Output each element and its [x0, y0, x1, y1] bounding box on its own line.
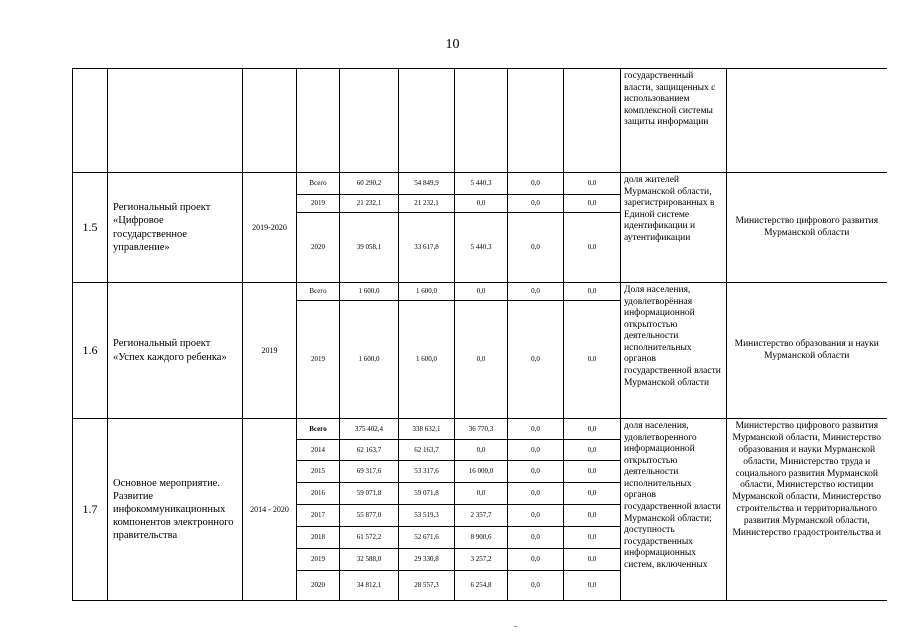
- finance-regional: 59 071,8: [399, 483, 455, 505]
- finance-local: 0,0: [508, 527, 564, 549]
- finance-regional: 338 632,1: [399, 419, 455, 440]
- period: 2019-2020: [243, 173, 297, 283]
- finance-federal: 0,0: [455, 195, 508, 213]
- finance-total: 61 572,2: [340, 527, 399, 549]
- finance-local: 0,0: [508, 173, 564, 195]
- responsible-text: Министерство образования и науки Мурманской области: [727, 283, 887, 419]
- finance-regional: 28 557,3: [399, 571, 455, 601]
- finance-local: 0,0: [508, 483, 564, 505]
- finance-other: 0,0: [564, 283, 621, 301]
- finance-federal: 0,0: [455, 440, 508, 461]
- finance-other: 0,0: [564, 440, 621, 461]
- finance-other: 0,0: [564, 301, 621, 419]
- finance-federal: 16 000,0: [455, 461, 508, 483]
- finance-other: 0,0: [564, 173, 621, 195]
- finance-total: 39 058,1: [340, 213, 399, 283]
- finance-regional: 53 317,6: [399, 461, 455, 483]
- finance-local: 0,0: [508, 549, 564, 571]
- finance-label: 2016: [297, 483, 340, 505]
- finance-federal: 0,0: [455, 283, 508, 301]
- cont-num-cell: [73, 69, 108, 173]
- finance-label: 2019: [297, 549, 340, 571]
- finance-label: 2014: [297, 440, 340, 461]
- finance-total: 1 600,0: [340, 283, 399, 301]
- finance-total: 32 588,0: [340, 549, 399, 571]
- finance-label: 2018: [297, 527, 340, 549]
- finance-local: 0,0: [508, 505, 564, 527]
- finance-regional: 54 849,9: [399, 173, 455, 195]
- finance-regional: 1 600,0: [399, 283, 455, 301]
- finance-other: 0,0: [564, 527, 621, 549]
- finance-federal: 2 357,7: [455, 505, 508, 527]
- responsible-text: Министерство цифрового развития Мурманской области, Министерство образования и науки Мурманской области, Министерство труда и социального развития Мурманской области, Министерство юстиции Мурманской области, Министерство строительства и территориального развития Мурманской области, Министерство градостроительства и: [727, 419, 887, 601]
- cont-label-cell: [297, 69, 340, 173]
- measure-name: Региональный проект «Цифровое государственное управление»: [108, 173, 243, 283]
- finance-other: 0,0: [564, 419, 621, 440]
- indicator-text: доля населения, удовлетворенного информационной открытостью деятельности исполнительных органов государственной власти Мурманской области; доступность государственных информационных систем, включенных: [621, 419, 727, 601]
- finance-local: 0,0: [508, 571, 564, 601]
- cont-c4-cell: [508, 69, 564, 173]
- row-1-7-total: [73, 419, 887, 440]
- row-1-5-total: [73, 173, 887, 195]
- page-number: 10: [445, 37, 460, 52]
- finance-label: 2020: [297, 571, 340, 601]
- cont-c1-cell: [340, 69, 399, 173]
- finance-regional: 21 232,1: [399, 195, 455, 213]
- cont-c5-cell: [564, 69, 621, 173]
- continuation-row: [73, 69, 887, 173]
- cont-c2-cell: [399, 69, 455, 173]
- finance-label: Всего: [297, 173, 340, 195]
- finance-total: 59 071,8: [340, 483, 399, 505]
- finance-regional: 33 617,8: [399, 213, 455, 283]
- finance-regional: 53 519,3: [399, 505, 455, 527]
- finance-other: 0,0: [564, 483, 621, 505]
- row-1-6-total: [73, 283, 887, 301]
- finance-local: 0,0: [508, 195, 564, 213]
- finance-label: Всего: [297, 419, 340, 440]
- finance-federal: 36 770,3: [455, 419, 508, 440]
- finance-local: 0,0: [508, 419, 564, 440]
- indicator-text: доля жителей Мурманской области, зарегистрированных в Единой системе идентификации и аутентификации: [621, 173, 727, 283]
- program-table: [72, 68, 887, 601]
- finance-total: 69 317,6: [340, 461, 399, 483]
- cont-c3-cell: [455, 69, 508, 173]
- period: 2014 - 2020: [243, 419, 297, 601]
- cont-period-cell: [243, 69, 297, 173]
- finance-federal: 5 440,3: [455, 213, 508, 283]
- finance-federal: 0,0: [455, 483, 508, 505]
- finance-other: 0,0: [564, 461, 621, 483]
- finance-local: 0,0: [508, 213, 564, 283]
- responsible-text: Министерство цифрового развития Мурманской области: [727, 173, 887, 283]
- finance-regional: 52 671,6: [399, 527, 455, 549]
- row-number: 1.5: [73, 173, 108, 283]
- finance-total: 34 812,1: [340, 571, 399, 601]
- finance-other: 0,0: [564, 571, 621, 601]
- finance-total: 60 290,2: [340, 173, 399, 195]
- finance-federal: 0,0: [455, 301, 508, 419]
- finance-other: 0,0: [564, 213, 621, 283]
- cont-indicator: государственный власти, защищенных с использованием комплексной системы защиты информации: [621, 69, 727, 173]
- finance-federal: 3 257,2: [455, 549, 508, 571]
- finance-federal: 8 900,6: [455, 527, 508, 549]
- finance-local: 0,0: [508, 301, 564, 419]
- period: 2019: [243, 283, 297, 419]
- finance-other: 0,0: [564, 195, 621, 213]
- cont-resp-cell: [727, 69, 887, 173]
- finance-local: 0,0: [508, 283, 564, 301]
- finance-federal: 5 440,3: [455, 173, 508, 195]
- finance-total: 21 232,1: [340, 195, 399, 213]
- indicator-text: Доля населения, удовлетворённая информационной открытостью деятельности исполнительных органов государственной власти Мурманской области: [621, 283, 727, 419]
- scan-artifact: [514, 626, 517, 627]
- finance-local: 0,0: [508, 461, 564, 483]
- finance-regional: 29 330,8: [399, 549, 455, 571]
- finance-total: 62 163,7: [340, 440, 399, 461]
- row-number: 1.6: [73, 283, 108, 419]
- finance-regional: 62 163,7: [399, 440, 455, 461]
- measure-name: Региональный проект «Успех каждого ребенка»: [108, 283, 243, 419]
- finance-label: 2019: [297, 195, 340, 213]
- finance-federal: 6 254,8: [455, 571, 508, 601]
- finance-other: 0,0: [564, 505, 621, 527]
- row-number: 1.7: [73, 419, 108, 601]
- finance-other: 0,0: [564, 549, 621, 571]
- finance-label: 2015: [297, 461, 340, 483]
- finance-label: Всего: [297, 283, 340, 301]
- finance-label: 2020: [297, 213, 340, 283]
- finance-total: 375 402,4: [340, 419, 399, 440]
- finance-label: 2019: [297, 301, 340, 419]
- finance-label: 2017: [297, 505, 340, 527]
- finance-local: 0,0: [508, 440, 564, 461]
- cont-name-cell: [108, 69, 243, 173]
- measure-name: Основное мероприятие. Развитие инфокоммуникационных компонентов электронного правительства: [108, 419, 243, 601]
- finance-regional: 1 600,0: [399, 301, 455, 419]
- finance-total: 1 600,0: [340, 301, 399, 419]
- finance-total: 55 877,0: [340, 505, 399, 527]
